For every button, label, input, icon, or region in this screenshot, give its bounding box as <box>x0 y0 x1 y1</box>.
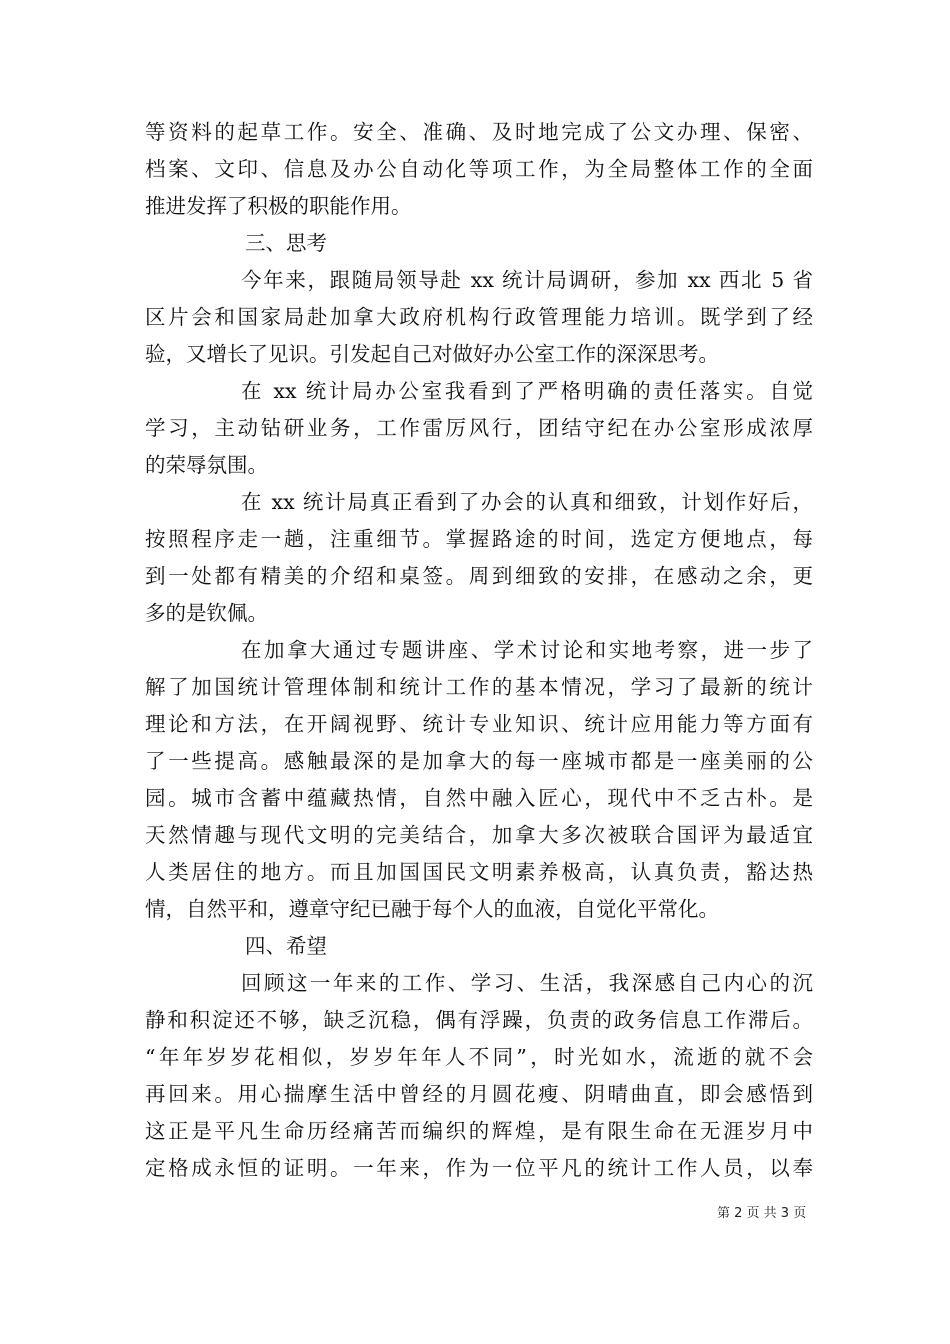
section-heading: 三、思考 <box>245 231 327 255</box>
paragraph-line: 学习，主动钻研业务，工作雷厉风行，团结守纪在办公室形成浓厚 <box>145 416 813 440</box>
section-heading: 四、希望 <box>245 934 327 958</box>
paragraph-line: 解了加国统计管理体制和统计工作的基本情况，学习了最新的统计 <box>145 675 813 699</box>
paragraph-line: 等资料的起草工作。安全、准确、及时地完成了公文办理、保密、 <box>145 120 813 144</box>
paragraph-line: 的荣辱氛围。 <box>145 453 268 477</box>
paragraph-line: 这正是平凡生命历经痛苦而编织的辉煌，是有限生命在无涯岁月中 <box>145 1119 813 1143</box>
paragraph-line: 多的是钦佩。 <box>145 601 268 625</box>
paragraph-line: 人类居住的地方。而且加国国民文明素养极高，认真负责，豁达热 <box>145 860 813 884</box>
paragraph-line: 按照程序走一趟，注重细节。掌握路途的时间，选定方便地点，每 <box>145 527 813 551</box>
paragraph-line: 再回来。用心揣摩生活中曾经的月圆花瘦、阴晴曲直，即会感悟到 <box>145 1082 813 1106</box>
paragraph-line: 了一些提高。感触最深的是加拿大的每一座城市都是一座美丽的公 <box>145 749 813 773</box>
paragraph-line: 回顾这一年来的工作、学习、生活，我深感自己内心的沉 <box>241 971 813 995</box>
paragraph-line: 推进发挥了积极的职能作用。 <box>145 194 412 218</box>
paragraph-line: 在加拿大通过专题讲座、学术讨论和实地考察，进一步了 <box>241 638 813 662</box>
paragraph-line: 区片会和国家局赴加拿大政府机构行政管理能力培训。既学到了经 <box>145 305 813 329</box>
paragraph-line: 在 xx 统计局真正看到了办会的认真和细致，计划作好后， <box>241 490 813 514</box>
paragraph-line: 档案、文印、信息及办公自动化等项工作，为全局整体工作的全面 <box>145 157 813 181</box>
paragraph-line: 情，自然平和，遵章守纪已融于每个人的血液，自觉化平常化。 <box>145 897 719 921</box>
paragraph-line: 理论和方法，在开阔视野、统计专业知识、统计应用能力等方面有 <box>145 712 813 736</box>
paragraph-line: 天然情趣与现代文明的完美结合，加拿大多次被联合国评为最适宜 <box>145 823 813 847</box>
page-number-footer: 第 2 页 共 3 页 <box>717 1206 807 1221</box>
paragraph-line: 定格成永恒的证明。一年来，作为一位平凡的统计工作人员，以奉 <box>145 1156 813 1180</box>
document-body <box>145 114 813 1187</box>
paragraph-line: 园。城市含蓄中蕴藏热情，自然中融入匠心，现代中不乏古朴。是 <box>145 786 813 810</box>
paragraph-line: 到一处都有精美的介绍和桌签。周到细致的安排，在感动之余，更 <box>145 564 813 588</box>
paragraph-line: 在 xx 统计局办公室我看到了严格明确的责任落实。自觉 <box>241 379 813 403</box>
paragraph-line: 验，又增长了见识。引发起自己对做好办公室工作的深深思考。 <box>145 342 719 366</box>
paragraph-line: “年年岁岁花相似，岁岁年年人不同”，时光如水，流逝的就不会 <box>145 1045 813 1069</box>
paragraph-line: 今年来，跟随局领导赴 xx 统计局调研，参加 xx 西北 5 省 <box>241 268 813 292</box>
paragraph-line: 静和积淀还不够，缺乏沉稳，偶有浮躁，负责的政务信息工作滞后。 <box>145 1008 813 1032</box>
